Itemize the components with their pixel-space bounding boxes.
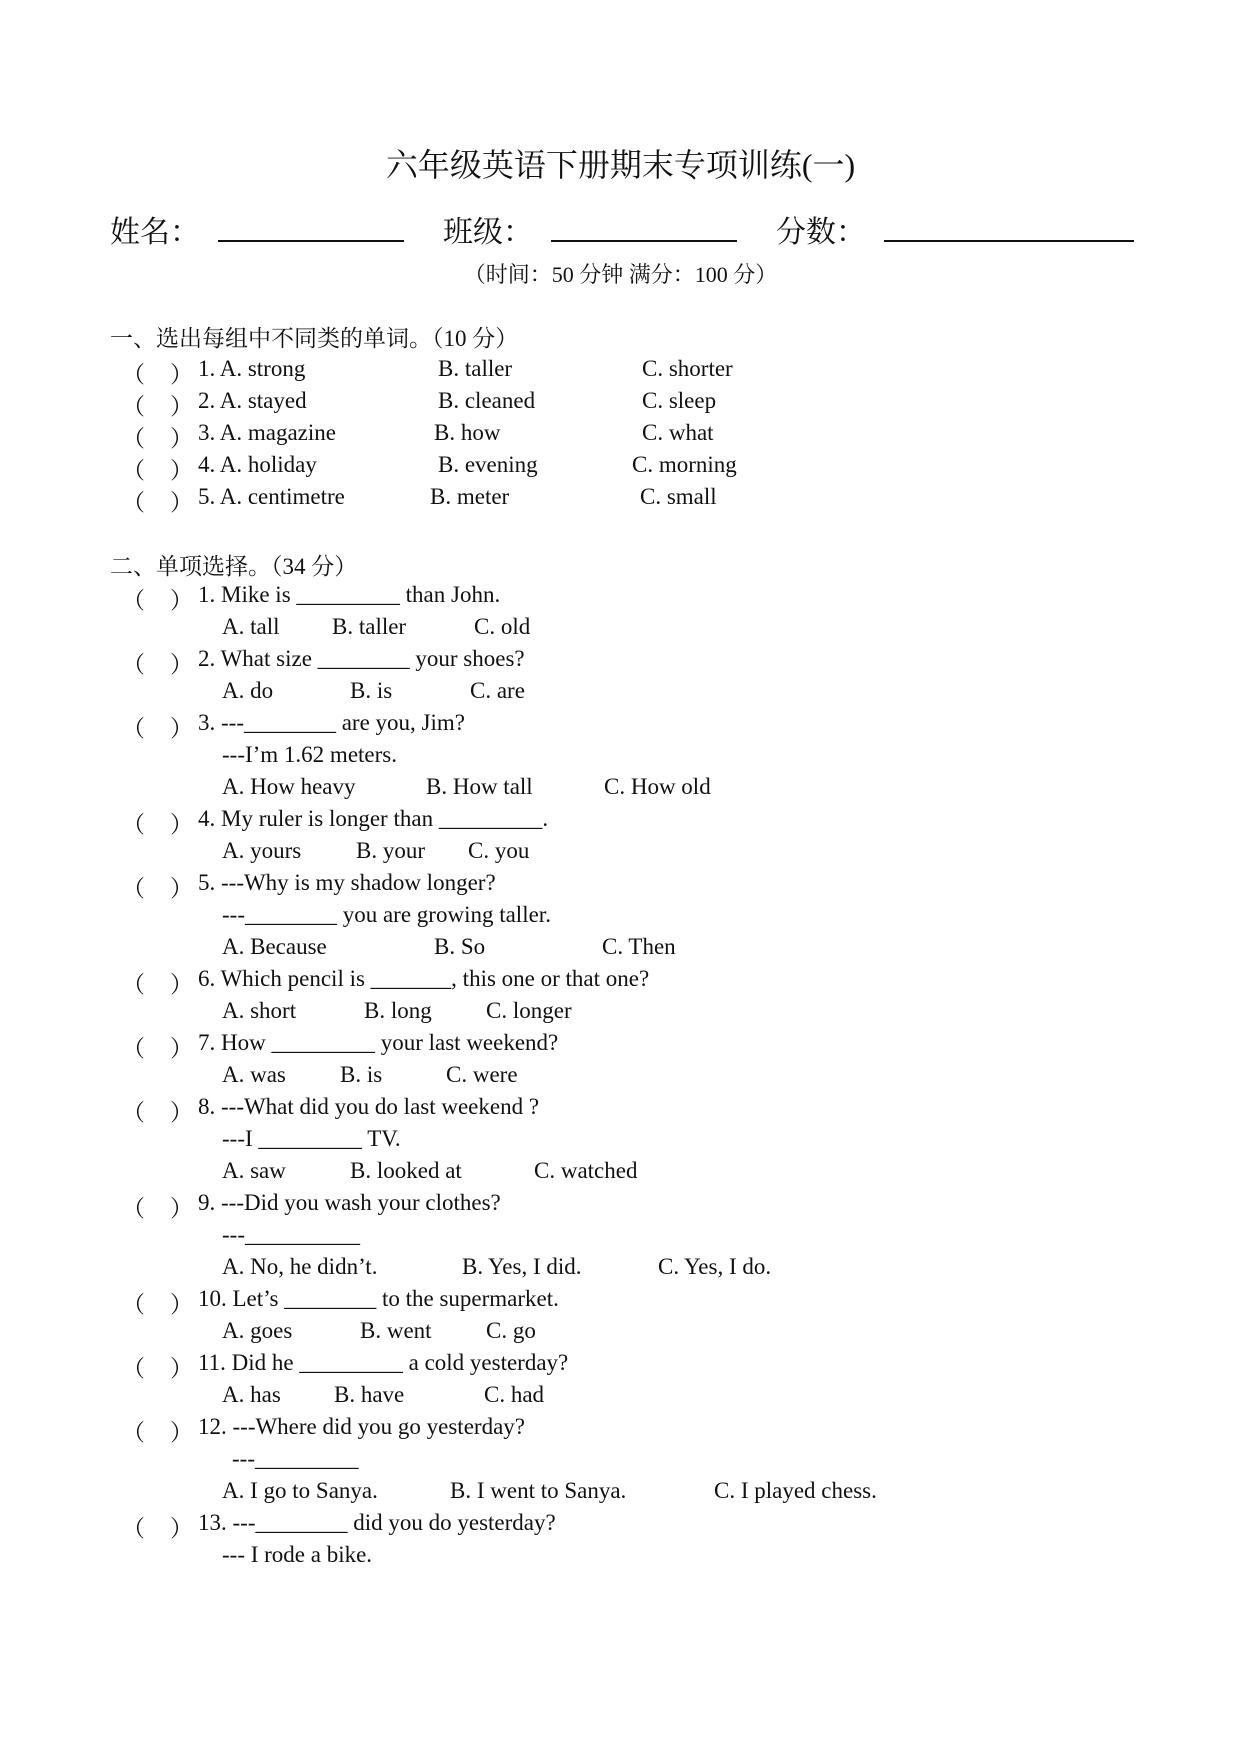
item-option-b: B. cleaned: [438, 388, 536, 413]
option-b: B. is: [340, 1062, 383, 1087]
answer-paren-open[interactable]: （: [122, 1356, 145, 1381]
option-a: A. short: [222, 998, 297, 1023]
question-text: 13. ---________ did you do yesterday?: [198, 1510, 556, 1535]
item-option-a: 2. A. stayed: [198, 388, 307, 413]
option-b: B. have: [334, 1382, 405, 1407]
option-c: C. How old: [604, 774, 711, 799]
option-c: C. go: [486, 1318, 536, 1343]
question-text: 6. Which pencil is _______, this one or that one?: [198, 966, 650, 991]
answer-paren-close: ）: [170, 490, 193, 515]
section1-heading: 一、选出每组中不同类的单词。（10 分）: [110, 326, 519, 351]
option-c: C. watched: [534, 1158, 638, 1183]
answer-paren-close: ）: [170, 716, 193, 741]
option-a: A. has: [222, 1382, 281, 1407]
question-text: 5. ---Why is my shadow longer?: [198, 870, 496, 895]
question-response: ---I _________ TV.: [222, 1126, 401, 1151]
answer-paren-close: ）: [170, 1196, 193, 1221]
page-title: 六年级英语下册期末专项训练(一): [385, 147, 856, 183]
item-option-a: 1. A. strong: [198, 356, 306, 381]
option-c: C. longer: [486, 998, 572, 1023]
score-blank[interactable]: [884, 216, 1134, 242]
answer-paren-close: ）: [170, 652, 193, 677]
item-option-a: 4. A. holiday: [198, 452, 317, 477]
option-b: B. I went to Sanya.: [450, 1478, 627, 1503]
answer-paren-open[interactable]: （: [122, 876, 145, 901]
option-a: A. goes: [222, 1318, 293, 1343]
item-option-b: B. how: [434, 420, 501, 445]
question-text: 8. ---What did you do last weekend ?: [198, 1094, 540, 1119]
option-c: C. Then: [602, 934, 676, 959]
option-c: C. were: [446, 1062, 518, 1087]
option-b: B. looked at: [350, 1158, 462, 1183]
answer-paren-open[interactable]: （: [122, 1420, 145, 1445]
answer-paren-open[interactable]: （: [122, 426, 145, 451]
question-response: ---________ you are growing taller.: [222, 902, 551, 927]
option-b: B. is: [350, 678, 393, 703]
item-option-c: C. morning: [632, 452, 737, 477]
class-blank[interactable]: [551, 216, 737, 242]
option-b: B. Yes, I did.: [462, 1254, 582, 1279]
answer-paren-open[interactable]: （: [122, 1100, 145, 1125]
option-b: B. How tall: [426, 774, 533, 799]
section2-heading: 二、单项选择。（34 分）: [110, 554, 358, 579]
option-c: C. old: [474, 614, 531, 639]
class-label: 班级：: [443, 216, 533, 249]
option-b: B. went: [360, 1318, 432, 1343]
answer-paren-open[interactable]: （: [122, 716, 145, 741]
option-b: B. long: [364, 998, 432, 1023]
option-c: C. I played chess.: [714, 1478, 877, 1503]
answer-paren-close: ）: [170, 362, 193, 387]
answer-paren-close: ）: [170, 1356, 193, 1381]
answer-paren-close: ）: [170, 458, 193, 483]
answer-paren-open[interactable]: （: [122, 1196, 145, 1221]
answer-paren-open[interactable]: （: [122, 588, 145, 613]
question-text: 1. Mike is _________ than John.: [198, 582, 501, 607]
answer-paren-open[interactable]: （: [122, 1516, 145, 1541]
option-a: A. do: [222, 678, 274, 703]
answer-paren-close: ）: [170, 588, 193, 613]
score-label: 分数：: [776, 216, 866, 249]
option-b: B. taller: [332, 614, 407, 639]
answer-paren-close: ）: [170, 1292, 193, 1317]
answer-paren-close: ）: [170, 426, 193, 451]
answer-paren-close: ）: [170, 1516, 193, 1541]
question-response: ---__________: [222, 1222, 360, 1247]
item-option-c: C. shorter: [642, 356, 733, 381]
name-blank[interactable]: [218, 216, 404, 242]
answer-paren-close: ）: [170, 1100, 193, 1125]
answer-paren-open[interactable]: （: [122, 458, 145, 483]
answer-paren-open[interactable]: （: [122, 812, 145, 837]
option-a: A. How heavy: [222, 774, 356, 799]
option-c: C. are: [470, 678, 525, 703]
option-c: C. had: [484, 1382, 545, 1407]
question-text: 3. ---________ are you, Jim?: [198, 710, 465, 735]
answer-paren-open[interactable]: （: [122, 490, 145, 515]
option-a: A. tall: [222, 614, 280, 639]
question-response: ---_________: [232, 1446, 359, 1471]
item-option-c: C. small: [640, 484, 717, 509]
question-text: 7. How _________ your last weekend?: [198, 1030, 559, 1055]
question-response: ---I’m 1.62 meters.: [222, 742, 397, 767]
option-c: C. you: [468, 838, 530, 863]
answer-paren-open[interactable]: （: [122, 1036, 145, 1061]
answer-paren-open[interactable]: （: [122, 1292, 145, 1317]
question-text: 12. ---Where did you go yesterday?: [198, 1414, 525, 1439]
item-option-a: 5. A. centimetre: [198, 484, 345, 509]
item-option-a: 3. A. magazine: [198, 420, 336, 445]
question-text: 11. Did he _________ a cold yesterday?: [198, 1350, 569, 1375]
answer-paren-close: ）: [170, 1420, 193, 1445]
item-option-b: B. taller: [438, 356, 513, 381]
option-c: C. Yes, I do.: [658, 1254, 772, 1279]
answer-paren-open[interactable]: （: [122, 972, 145, 997]
item-option-b: B. meter: [430, 484, 510, 509]
question-text: 2. What size ________ your shoes?: [198, 646, 525, 671]
student-info-row: [110, 207, 1134, 251]
answer-paren-close: ）: [170, 812, 193, 837]
item-option-c: C. sleep: [642, 388, 717, 413]
option-a: A. No, he didn’t.: [222, 1254, 378, 1279]
question-text: 10. Let’s ________ to the supermarket.: [198, 1286, 559, 1311]
answer-paren-open[interactable]: （: [122, 394, 145, 419]
option-a: A. saw: [222, 1158, 286, 1183]
answer-paren-close: ）: [170, 972, 193, 997]
option-b: B. So: [434, 934, 486, 959]
item-option-b: B. evening: [438, 452, 538, 477]
name-label: 姓名：: [110, 216, 200, 249]
option-a: A. yours: [222, 838, 302, 863]
question-text: 9. ---Did you wash your clothes?: [198, 1190, 501, 1215]
answer-paren-close: ）: [170, 394, 193, 419]
option-a: A. I go to Sanya.: [222, 1478, 378, 1503]
exam-info: （时间：50 分钟 满分：100 分）: [463, 262, 778, 287]
answer-paren-close: ）: [170, 1036, 193, 1061]
question-response: --- I rode a bike.: [222, 1542, 373, 1567]
item-option-c: C. what: [642, 420, 714, 445]
question-text: 4. My ruler is longer than _________.: [198, 806, 549, 831]
option-a: A. was: [222, 1062, 286, 1087]
option-a: A. Because: [222, 934, 327, 959]
answer-paren-open[interactable]: （: [122, 362, 145, 387]
answer-paren-close: ）: [170, 876, 193, 901]
option-b: B. your: [356, 838, 425, 863]
answer-paren-open[interactable]: （: [122, 652, 145, 677]
